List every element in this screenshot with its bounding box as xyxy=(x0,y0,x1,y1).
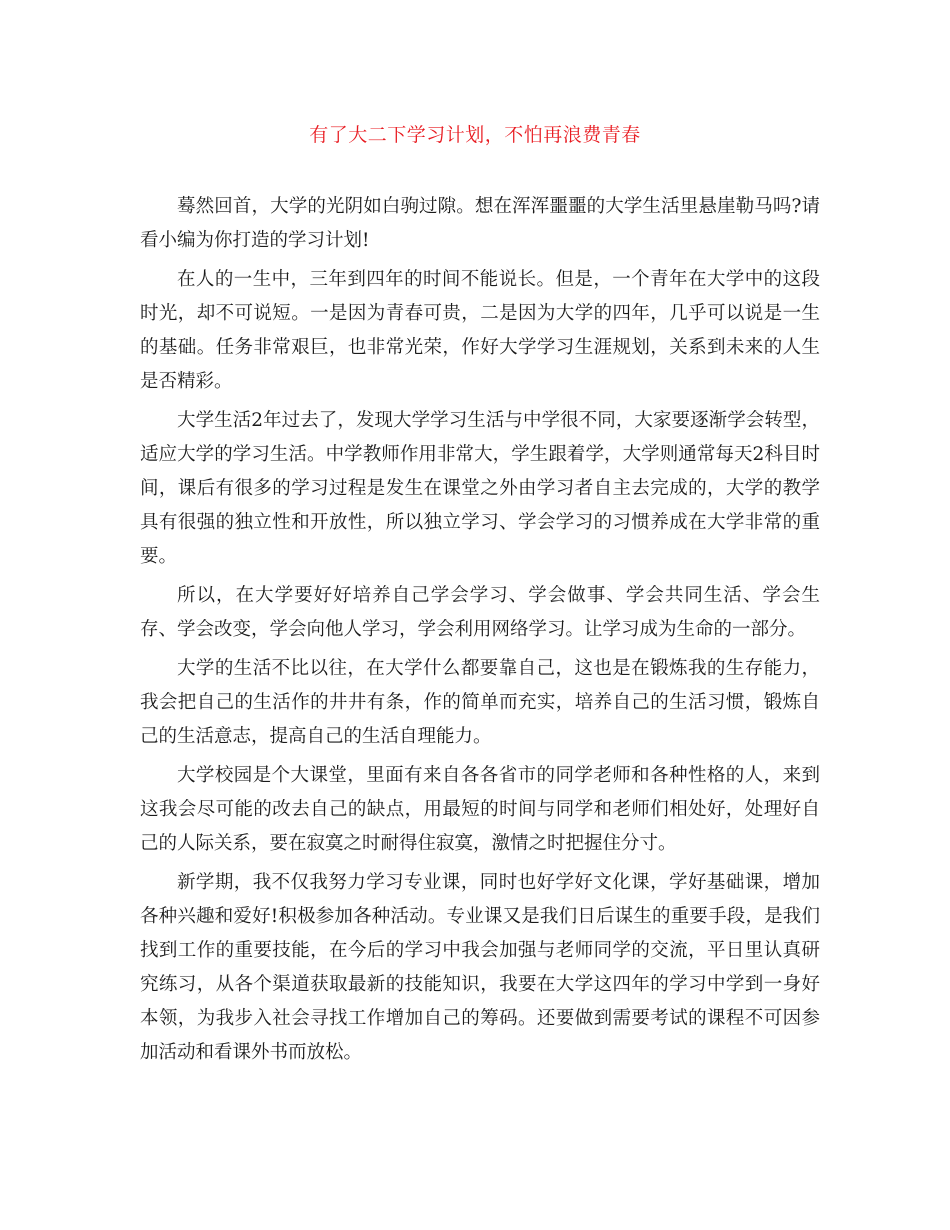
paragraph-2: 在人的一生中，三年到四年的时间不能说长。但是，一个青年在大学中的这段时光，却不可说短。一是因为青春可贵，二是因为大学的四年，几乎可以说是一生的基础。任务非常艰巨，也非常光荣，作好大学学习生涯规划，关系到未来的人生是否精彩。 xyxy=(140,269,820,392)
paragraph-1: 蓦然回首，大学的光阴如白驹过隙。想在浑浑噩噩的大学生活里悬崖勒马吗?请看小编为你打造的学习计划! xyxy=(140,196,820,251)
paragraph-4: 所以，在大学要好好培养自己学会学习、学会做事、学会共同生活、学会生存、学会改变，学会向他人学习，学会利用网络学习。让学习成为生命的一部分。 xyxy=(140,585,820,640)
document-body xyxy=(140,190,820,1075)
paragraph-6: 大学校园是个大课堂，里面有来自各各省市的同学老师和各种性格的人，来到这我会尽可能的改去自己的缺点，用最短的时间与同学和老师们相处好，处理好自己的人际关系，要在寂寞之时耐得住寂寞，激情之时把握住分寸。 xyxy=(140,765,820,854)
document-title: 有了大二下学习计划，不怕再浪费青春 xyxy=(309,124,641,146)
paragraph-7: 新学期，我不仅我努力学习专业课，同时也好学好文化课，学好基础课，增加各种兴趣和爱好!积极参加各种活动。专业课又是我们日后谋生的重要手段，是我们找到工作的重要技能，在今后的学习中我会加强与老师同学的交流，平日里认真研究练习，从各个渠道获取最新的技能知识，我要在大学这四年的学习中学到一身好本领，为我步入社会寻找工作增加自己的筹码。还要做到需要考试的课程不可因参加活动和看课外书而放松。 xyxy=(140,872,820,1063)
paragraph-5: 大学的生活不比以往，在大学什么都要靠自己，这也是在锻炼我的生存能力，我会把自己的生活作的井井有条，作的简单而充实，培养自己的生活习惯，锻炼自己的生活意志，提高自己的生活自理能力。 xyxy=(140,658,820,747)
paragraph-3: 大学生活2年过去了，发现大学学习生活与中学很不同，大家要逐渐学会转型，适应大学的学习生活。中学教师作用非常大，学生跟着学，大学则通常每天2科目时间，课后有很多的学习过程是发生在课堂之外由学习者自主去完成的，大学的教学具有很强的独立性和开放性，所以独立学习、学会学习的习惯养成在大学非常的重要。 xyxy=(140,410,820,567)
